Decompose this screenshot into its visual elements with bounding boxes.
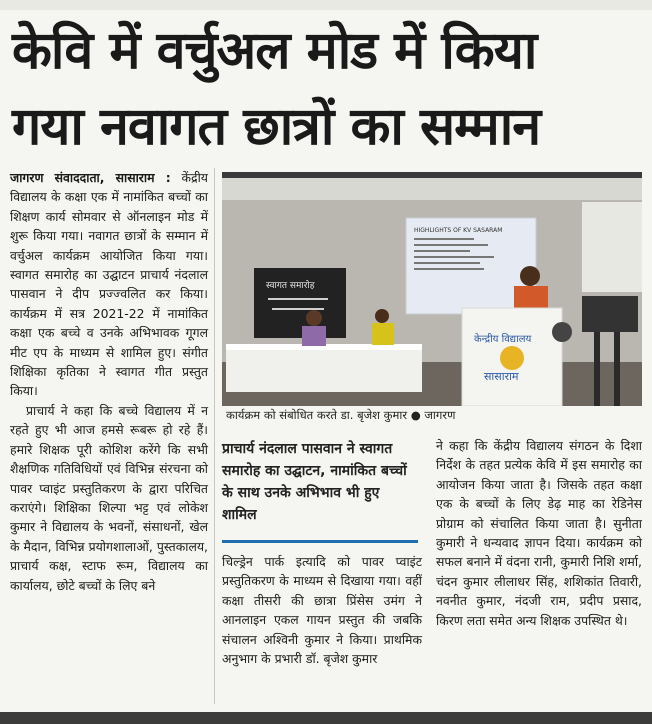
article-column-2: चिल्ड्रेन पार्क इत्यादि को पावर प्वाइंट प्रस्तुतिकरण के माध्यम से दिखाया गया। वहीं कक्षा तीसरी की छात्रा प्रिंसेस उमंग ने आनलाइन एकल गायन प्रस्तुत की जबकि संचालन अश्विनी कुमार ने किया। प्राथमिक अनुभाग के प्रभारी डॉ. बृजेश कुमार xyxy=(222,554,422,667)
photo-caption: कार्यक्रम को संबोधित करते डा. बृजेश कुमार ● जागरण xyxy=(226,408,456,422)
headline-line-2: गया नवागत छात्रों का सम्मान xyxy=(12,97,541,157)
screen-text: HIGHLIGHTS OF KV SASARAM xyxy=(414,227,503,234)
article-paragraph-1 xyxy=(10,168,208,401)
article-column-1 xyxy=(10,168,208,595)
headline-line-1: केवि में वर्चुअल मोड में किया xyxy=(12,21,537,81)
pull-quote-rule xyxy=(222,540,418,543)
banner-text: स्वागत समारोह xyxy=(266,281,315,291)
column-divider xyxy=(214,168,215,704)
byline: जागरण संवाददाता, सासाराम : xyxy=(10,170,171,185)
event-photo xyxy=(222,172,642,406)
podium-text-2: सासाराम xyxy=(484,370,519,383)
top-cut-strip xyxy=(0,0,652,10)
article-column-3: ने कहा कि केंद्रीय विद्यालय संगठन के दिशा निर्देश के तहत प्रत्येक केवि में इस समारोह का आयोजन किया जाता है। जिसके तहत कक्षा एक के बच्चों के लिए डेढ़ माह का रेडिनेस प्रोग्राम को संचालित किया जाता है। सुनीता कुमारी ने धन्यवाद ज्ञापन दिया। कार्यक्रम को सफल बनाने में वंदना रानी, कुमारी निशि शर्मा, चंदन कुमार लीलाधर सिंह, शशिकांत तिवारी, नवनीत कुमार, नंदजी राम, प्रदीप प्रसाद, किरण लता समेत अन्य शिक्षक उपस्थित थे। xyxy=(436,438,642,628)
podium-text: केन्द्रीय विद्यालय xyxy=(474,334,532,345)
event-photo-illustration xyxy=(222,172,642,406)
paragraph-1-text: केंद्रीय विद्यालय के कक्षा एक में नामांकित बच्चों का शिक्षण कार्य सोमवार से ऑनलाइन मोड में शुरू किया गया। नवागत छात्रों के सम्मान में वर्चुअल कार्यक्रम आयोजित किया गया। स्वागत समारोह का उद्घाटन प्राचार्य नंदलाल पासवान ने दीप प्रज्ज्वलित कर किया। कार्यक्रम में सत्र 2021-22 में नामांकित कक्षा एक बच्चे व उनके अभिभावक गूगल मीट एप के माध्यम से शामिल हुए। संगीत शिक्षिका कृतिका ने स्वागत गीत प्रस्तुत किया। xyxy=(10,170,208,399)
article-paragraph-2: प्राचार्य ने कहा कि बच्चे विद्यालय में न रहते हुए भी आज हमसे रूबरू हो रहे हैं। हमारे शिक्षक पूरी कोशिश करेंगे कि सभी शैक्षणिक गतिविधियों एवं विभिन्न संरचना को पावर प्वाइंट प्रस्तुतिकरण के द्वारा परिचित कराएंगे। शिक्षिका शिल्पा भट्ट एवं लोकेश कुमार ने विद्यालय के भवनों, संसाधनों, खेल के मैदान, विभिन्न प्रयोगशालाओं, पुस्तकालय, प्राचार्य कक्ष, स्टाफ रूम, विद्यालय का कार्यालय, छोटे बच्चों के लिए बने xyxy=(10,402,208,593)
bottom-cut-strip xyxy=(0,712,652,724)
pull-quote: प्राचार्य नंदलाल पासवान ने स्वागत समारोह का उद्घाटन, नामांकित बच्चों के साथ उनके अभिभाव भी हुए शामिल xyxy=(222,441,407,523)
